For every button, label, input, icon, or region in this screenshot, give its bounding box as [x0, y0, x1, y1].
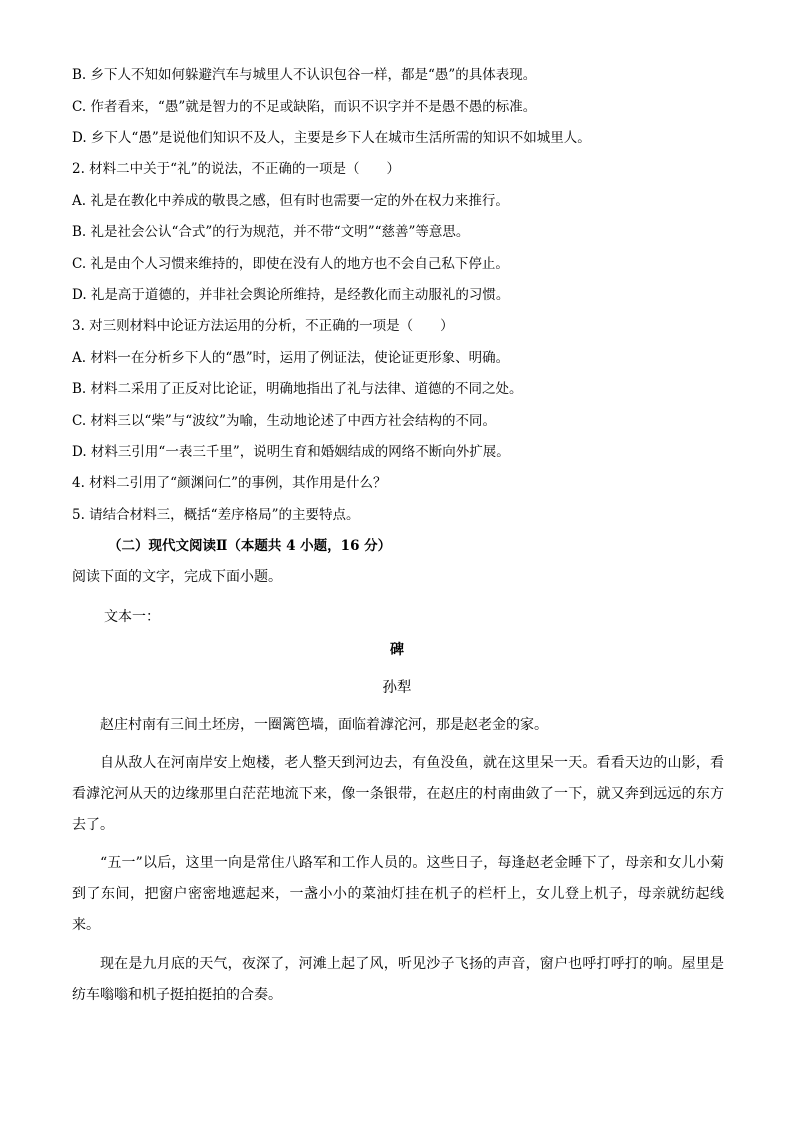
q3-option-d: D. 材料三引用“一表三千里”，说明生育和婚姻结成的网络不断向外扩展。	[72, 444, 510, 460]
text-label: 文本一：	[104, 609, 160, 625]
story-author: 孙犁	[382, 680, 412, 696]
q3-option-c: C. 材料三以“柴”与“波纹”为喻，生动地论述了中西方社会结构的不同。	[72, 413, 497, 429]
q4-stem: 4. 材料二引用了“颜渊问仁”的事例，其作用是什么？	[72, 475, 387, 491]
story-paragraph-1: 赵庄村南有三间土坯房，一圈篱笆墙，面临着滹沱河，那是赵老金的家。	[100, 717, 548, 733]
q2-option-b: B. 礼是社会公认“合式”的行为规范，并不带“文明”“慈善”等意思。	[72, 224, 470, 240]
q1-option-d: D. 乡下人“愚”是说他们知识不及人，主要是乡下人在城市生活所需的知识不如城里人。	[72, 130, 591, 146]
q2-option-c: C. 礼是由个人习惯来维持的，即使在没有人的地方也不会自己私下停止。	[72, 256, 509, 272]
q2-stem: 2. 材料二中关于“礼”的说法，不正确的一项是（ ）	[72, 161, 400, 177]
q1-option-c: C. 作者看来，“愚”就是智力的不足或缺陷，而识不识字并不是愚不愚的标准。	[72, 99, 537, 115]
reading-instruction: 阅读下面的文字，完成下面小题。	[72, 569, 282, 585]
section-heading: （二）现代文阅读Ⅱ（本题共 4 小题，16 分）	[108, 538, 392, 554]
story-paragraph-3: “五一”以后，这里一向是常住八路军和工作人员的。这些日子，每逢赵老金睡下了，母亲和女儿小菊到了东间，把窗户密密地遮起来，一盏小小的菜油灯挂在机子的栏杆上，女儿登上机子，母亲就纺起线来。	[72, 855, 724, 933]
q5-stem: 5. 请结合材料三，概括“差序格局”的主要特点。	[72, 507, 360, 523]
story-title: 碑	[390, 642, 404, 658]
story-paragraph-4: 现在是九月底的天气，夜深了，河滩上起了风，听见沙子飞扬的声音，窗户也呼打呼打的响。屋里是纺车嗡嗡和机子挺拍挺拍的合奏。	[72, 956, 724, 1003]
q2-option-a: A. 礼是在教化中养成的敬畏之感，但有时也需要一定的外在权力来推行。	[72, 193, 509, 209]
q3-option-b: B. 材料二采用了正反对比论证，明确地指出了礼与法律、道德的不同之处。	[72, 381, 523, 397]
q1-option-b: B. 乡下人不知如何躲避汽车与城里人不认识包谷一样，都是“愚”的具体表现。	[72, 67, 537, 83]
story-paragraph-2: 自从敌人在河南岸安上炮楼，老人整天到河边去，有鱼没鱼，就在这里呆一天。看看天边的山影，看看滹沱河从天的边缘那里白茫茫地流下来，像一条银带，在赵庄的村南曲敛了一下，就又奔到远远的东方去了。	[72, 755, 724, 833]
q2-option-d: D. 礼是高于道德的，并非社会舆论所维持，是经教化而主动服礼的习惯。	[72, 287, 510, 303]
q3-option-a: A. 材料一在分析乡下人的“愚”时，运用了例证法，使论证更形象、明确。	[72, 350, 510, 366]
q3-stem: 3. 对三则材料中论证方法运用的分析，不正确的一项是（ ）	[72, 318, 454, 334]
